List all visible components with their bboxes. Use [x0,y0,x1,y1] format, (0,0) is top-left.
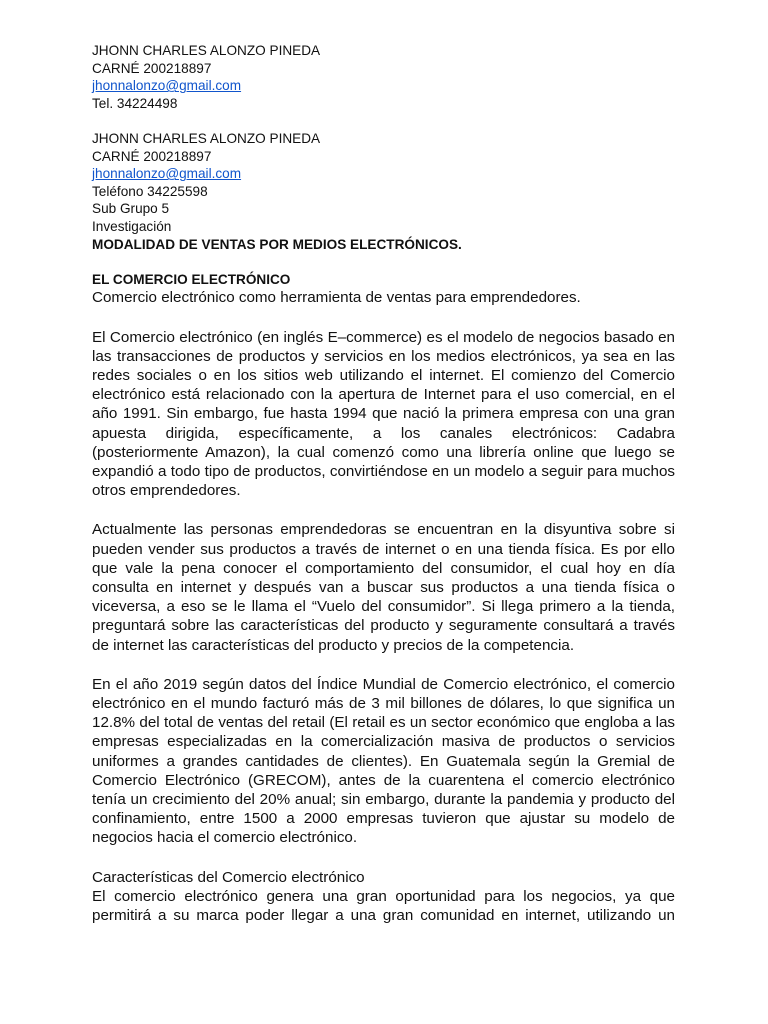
paragraph-statistics: En el año 2019 según datos del Índice Mundial de Comercio electrónico, el comercio electrónico en el mundo facturó más de 3 mil billones de dólares, lo que significa un 12.8% del total de ventas del retail (El retail es un sector económico que engloba a las empresas especializadas en la comercialización masiva de productos o servicios uniformes a grandes cantidades de clientes). En Guatemala según la Gremial de Comercio Electrónico (GRECOM), antes de la cuarentena el comercio electrónico tenía un crecimiento del 20% anual; sin embargo, durante la pandemia y producto del confinamiento, entre 1500 a 2000 empresas tuvieron que ajustar su modelo de negocios hacia el comercio electrónico. [92,675,675,847]
characteristics-text: El comercio electrónico genera una gran oportunidad para los negocios, ya que permitirá a su marca poder llegar a una gran comunidad en internet, utilizando un [92,887,675,924]
sub-group: Sub Grupo 5 [92,201,170,217]
author-block-1 [92,42,675,112]
email-link[interactable]: jhonnalonzo@gmail.com [92,78,242,94]
paragraph-ecommerce-intro: El Comercio electrónico (en inglés E–commerce) es el modelo de negocios basado en las transacciones de productos y servicios en los medios electrónicos, ya sea en las redes sociales o en los sitios web utilizando el internet. El comienzo del Comercio electrónico está relacionado con la apertura de Internet para el uso comercial, en el año 1991. Sin embargo, fue hasta 1994 que nació la primera empresa con una gran apuesta dirigida, específicamente, a los canales electrónicos: Cadabra (posteriormente Amazon), la cual comenzó como una librería online que luego se expandió a todo tipo de productos, convirtiéndose en un modelo a seguir para muchos otros emprendedores. [92,328,675,500]
author-name: JHONN CHARLES ALONZO PINEDA [92,43,321,58]
characteristics-heading: Características del Comercio electrónico [92,868,365,886]
section-subtitle: Comercio electrónico como herramienta de ventas para emprendedores. [92,289,581,307]
document-title: MODALIDAD DE VENTAS POR MEDIOS ELECTRÓNICOS. [92,236,462,252]
email-link[interactable]: jhonnalonzo@gmail.com [92,166,242,182]
document-type: Investigación [92,218,172,234]
author-phone: Tel. 34224498 [92,95,178,111]
author-block-2 [92,130,675,253]
section-heading: EL COMERCIO ELECTRÓNICO [92,271,291,287]
author-carne: CARNÉ 200218897 [92,60,212,76]
document-page [92,42,675,925]
author-name: JHONN CHARLES ALONZO PINEDA [92,130,321,146]
author-phone: Teléfono 34225598 [92,183,208,199]
author-carne: CARNÉ 200218897 [92,148,212,164]
paragraph-consumer-behavior: Actualmente las personas emprendedoras se encuentran en la disyuntiva sobre si pueden vender sus productos a través de internet o en una tienda física. Es por ello que vale la pena conocer el comportamiento del consumidor, el cual hoy en día consulta en internet y después van a buscar sus productos a una tienda física o viceversa, a eso se le llama el “Vuelo del consumidor”. Si llega primero a la tienda, preguntará sobre las características del producto y seguramente consultará a través de internet las características del producto y precios de la competencia. [92,521,675,654]
